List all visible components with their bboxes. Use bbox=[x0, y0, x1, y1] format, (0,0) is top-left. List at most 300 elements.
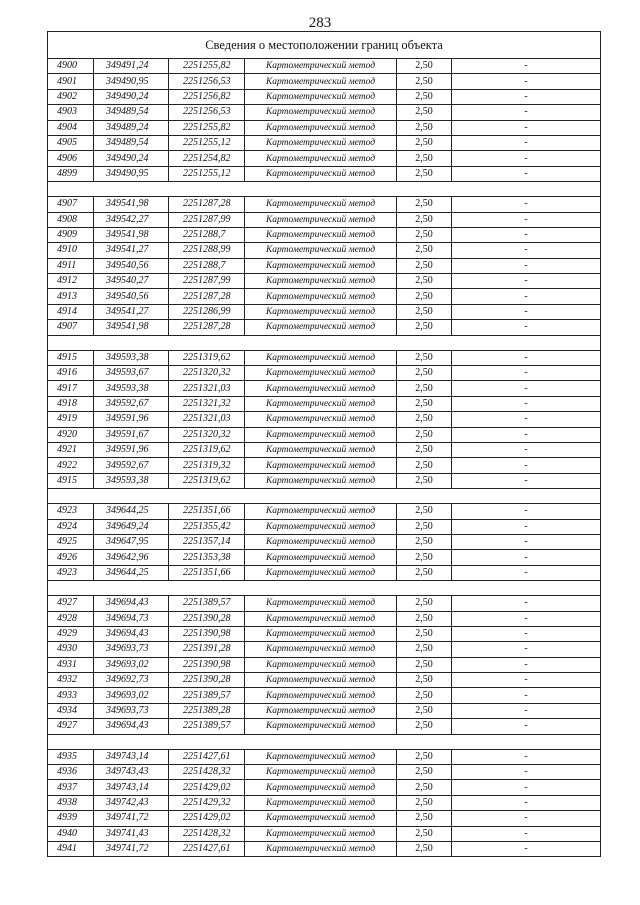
table-row bbox=[48, 105, 601, 120]
x-coordinate-cell: 349743,14 bbox=[94, 749, 169, 764]
y-coordinate-cell: 2251287,99 bbox=[169, 212, 245, 227]
y-coordinate-cell: 2251355,42 bbox=[169, 519, 245, 534]
point-number-cell: 4934 bbox=[48, 703, 94, 718]
note-cell: - bbox=[452, 105, 601, 120]
note-cell: - bbox=[452, 795, 601, 810]
method-cell: Картометрический метод bbox=[245, 504, 397, 519]
note-cell: - bbox=[452, 473, 601, 488]
point-number-cell: 4933 bbox=[48, 688, 94, 703]
note-cell: - bbox=[452, 350, 601, 365]
method-cell: Картометрический метод bbox=[245, 289, 397, 304]
method-cell: Картометрический метод bbox=[245, 841, 397, 856]
y-coordinate-cell: 2251256,53 bbox=[169, 74, 245, 89]
y-coordinate-cell: 2251427,61 bbox=[169, 841, 245, 856]
table-row bbox=[48, 304, 601, 319]
table-row bbox=[48, 151, 601, 166]
note-cell: - bbox=[452, 212, 601, 227]
accuracy-cell: 2,50 bbox=[397, 320, 452, 335]
method-cell: Картометрический метод bbox=[245, 673, 397, 688]
method-cell: Картометрический метод bbox=[245, 657, 397, 672]
table-row bbox=[48, 320, 601, 335]
x-coordinate-cell: 349541,98 bbox=[94, 320, 169, 335]
table-body bbox=[48, 32, 601, 857]
x-coordinate-cell: 349592,67 bbox=[94, 458, 169, 473]
x-coordinate-cell: 349693,02 bbox=[94, 688, 169, 703]
x-coordinate-cell: 349593,38 bbox=[94, 473, 169, 488]
method-cell: Картометрический метод bbox=[245, 304, 397, 319]
x-coordinate-cell: 349591,96 bbox=[94, 412, 169, 427]
x-coordinate-cell: 349490,95 bbox=[94, 74, 169, 89]
x-coordinate-cell: 349642,96 bbox=[94, 550, 169, 565]
y-coordinate-cell: 2251427,61 bbox=[169, 749, 245, 764]
y-coordinate-cell: 2251429,02 bbox=[169, 780, 245, 795]
method-cell: Картометрический метод bbox=[245, 396, 397, 411]
x-coordinate-cell: 349489,24 bbox=[94, 120, 169, 135]
x-coordinate-cell: 349593,67 bbox=[94, 366, 169, 381]
point-number-cell: 4910 bbox=[48, 243, 94, 258]
note-cell: - bbox=[452, 442, 601, 457]
accuracy-cell: 2,50 bbox=[397, 765, 452, 780]
point-number-cell: 4935 bbox=[48, 749, 94, 764]
accuracy-cell: 2,50 bbox=[397, 258, 452, 273]
note-cell: - bbox=[452, 703, 601, 718]
table-title: Сведения о местоположении границ объекта bbox=[48, 32, 601, 59]
point-number-cell: 4914 bbox=[48, 304, 94, 319]
accuracy-cell: 2,50 bbox=[397, 442, 452, 457]
method-cell: Картометрический метод bbox=[245, 258, 397, 273]
note-cell: - bbox=[452, 89, 601, 104]
point-number-cell: 4901 bbox=[48, 74, 94, 89]
point-number-cell: 4915 bbox=[48, 350, 94, 365]
table-row bbox=[48, 135, 601, 150]
point-number-cell: 4907 bbox=[48, 320, 94, 335]
table-row bbox=[48, 289, 601, 304]
x-coordinate-cell: 349741,72 bbox=[94, 811, 169, 826]
table-row bbox=[48, 197, 601, 212]
point-number-cell: 4936 bbox=[48, 765, 94, 780]
point-number-cell: 4908 bbox=[48, 212, 94, 227]
y-coordinate-cell: 2251390,28 bbox=[169, 611, 245, 626]
table-row bbox=[48, 841, 601, 856]
method-cell: Картометрический метод bbox=[245, 59, 397, 74]
accuracy-cell: 2,50 bbox=[397, 135, 452, 150]
table-row bbox=[48, 626, 601, 641]
separator-cell bbox=[48, 489, 601, 504]
note-cell: - bbox=[452, 381, 601, 396]
method-cell: Картометрический метод bbox=[245, 151, 397, 166]
table-row bbox=[48, 688, 601, 703]
note-cell: - bbox=[452, 841, 601, 856]
method-cell: Картометрический метод bbox=[245, 519, 397, 534]
point-number-cell: 4919 bbox=[48, 412, 94, 427]
table-row bbox=[48, 765, 601, 780]
x-coordinate-cell: 349649,24 bbox=[94, 519, 169, 534]
method-cell: Картометрический метод bbox=[245, 611, 397, 626]
accuracy-cell: 2,50 bbox=[397, 350, 452, 365]
note-cell: - bbox=[452, 396, 601, 411]
table-row bbox=[48, 780, 601, 795]
table-row bbox=[48, 212, 601, 227]
point-number-cell: 4930 bbox=[48, 642, 94, 657]
point-number-cell: 4940 bbox=[48, 826, 94, 841]
note-cell: - bbox=[452, 811, 601, 826]
point-number-cell: 4903 bbox=[48, 105, 94, 120]
method-cell: Картометрический метод bbox=[245, 227, 397, 242]
accuracy-cell: 2,50 bbox=[397, 381, 452, 396]
point-number-cell: 4909 bbox=[48, 227, 94, 242]
note-cell: - bbox=[452, 197, 601, 212]
accuracy-cell: 2,50 bbox=[397, 673, 452, 688]
x-coordinate-cell: 349541,98 bbox=[94, 227, 169, 242]
x-coordinate-cell: 349489,54 bbox=[94, 105, 169, 120]
accuracy-cell: 2,50 bbox=[397, 719, 452, 734]
method-cell: Картометрический метод bbox=[245, 135, 397, 150]
y-coordinate-cell: 2251320,32 bbox=[169, 366, 245, 381]
note-cell: - bbox=[452, 688, 601, 703]
method-cell: Картометрический метод bbox=[245, 243, 397, 258]
x-coordinate-cell: 349694,43 bbox=[94, 596, 169, 611]
x-coordinate-cell: 349489,54 bbox=[94, 135, 169, 150]
y-coordinate-cell: 2251320,32 bbox=[169, 427, 245, 442]
y-coordinate-cell: 2251390,98 bbox=[169, 626, 245, 641]
x-coordinate-cell: 349694,73 bbox=[94, 611, 169, 626]
note-cell: - bbox=[452, 611, 601, 626]
table-row bbox=[48, 120, 601, 135]
point-number-cell: 4899 bbox=[48, 166, 94, 181]
point-number-cell: 4905 bbox=[48, 135, 94, 150]
accuracy-cell: 2,50 bbox=[397, 703, 452, 718]
accuracy-cell: 2,50 bbox=[397, 212, 452, 227]
point-number-cell: 4927 bbox=[48, 719, 94, 734]
accuracy-cell: 2,50 bbox=[397, 243, 452, 258]
method-cell: Картометрический метод bbox=[245, 366, 397, 381]
note-cell: - bbox=[452, 504, 601, 519]
method-cell: Картометрический метод bbox=[245, 534, 397, 549]
point-number-cell: 4911 bbox=[48, 258, 94, 273]
x-coordinate-cell: 349593,38 bbox=[94, 350, 169, 365]
note-cell: - bbox=[452, 626, 601, 641]
method-cell: Картометрический метод bbox=[245, 458, 397, 473]
separator-cell bbox=[48, 182, 601, 197]
table-row bbox=[48, 642, 601, 657]
y-coordinate-cell: 2251351,66 bbox=[169, 504, 245, 519]
method-cell: Картометрический метод bbox=[245, 350, 397, 365]
note-cell: - bbox=[452, 320, 601, 335]
x-coordinate-cell: 349592,67 bbox=[94, 396, 169, 411]
point-number-cell: 4923 bbox=[48, 504, 94, 519]
method-cell: Картометрический метод bbox=[245, 120, 397, 135]
note-cell: - bbox=[452, 673, 601, 688]
table-row bbox=[48, 59, 601, 74]
accuracy-cell: 2,50 bbox=[397, 795, 452, 810]
table-row bbox=[48, 166, 601, 181]
table-row bbox=[48, 519, 601, 534]
boundary-coordinates-table bbox=[47, 31, 601, 857]
note-cell: - bbox=[452, 719, 601, 734]
y-coordinate-cell: 2251428,32 bbox=[169, 765, 245, 780]
table-row bbox=[48, 826, 601, 841]
y-coordinate-cell: 2251255,82 bbox=[169, 59, 245, 74]
note-cell: - bbox=[452, 657, 601, 672]
point-number-cell: 4915 bbox=[48, 473, 94, 488]
x-coordinate-cell: 349693,73 bbox=[94, 703, 169, 718]
method-cell: Картометрический метод bbox=[245, 749, 397, 764]
accuracy-cell: 2,50 bbox=[397, 89, 452, 104]
table-row bbox=[48, 565, 601, 580]
accuracy-cell: 2,50 bbox=[397, 289, 452, 304]
table-row bbox=[48, 811, 601, 826]
table-row bbox=[48, 89, 601, 104]
method-cell: Картометрический метод bbox=[245, 811, 397, 826]
y-coordinate-cell: 2251256,82 bbox=[169, 89, 245, 104]
method-cell: Картометрический метод bbox=[245, 212, 397, 227]
method-cell: Картометрический метод bbox=[245, 105, 397, 120]
method-cell: Картометрический метод bbox=[245, 795, 397, 810]
y-coordinate-cell: 2251254,82 bbox=[169, 151, 245, 166]
table-row bbox=[48, 396, 601, 411]
y-coordinate-cell: 2251287,28 bbox=[169, 320, 245, 335]
method-cell: Картометрический метод bbox=[245, 89, 397, 104]
point-number-cell: 4906 bbox=[48, 151, 94, 166]
y-coordinate-cell: 2251255,82 bbox=[169, 120, 245, 135]
x-coordinate-cell: 349647,95 bbox=[94, 534, 169, 549]
accuracy-cell: 2,50 bbox=[397, 519, 452, 534]
y-coordinate-cell: 2251288,7 bbox=[169, 258, 245, 273]
y-coordinate-cell: 2251351,66 bbox=[169, 565, 245, 580]
y-coordinate-cell: 2251255,12 bbox=[169, 166, 245, 181]
table-row bbox=[48, 703, 601, 718]
note-cell: - bbox=[452, 289, 601, 304]
table-row bbox=[48, 227, 601, 242]
accuracy-cell: 2,50 bbox=[397, 565, 452, 580]
note-cell: - bbox=[452, 304, 601, 319]
table-row bbox=[48, 442, 601, 457]
method-cell: Картометрический метод bbox=[245, 642, 397, 657]
method-cell: Картометрический метод bbox=[245, 703, 397, 718]
y-coordinate-cell: 2251286,99 bbox=[169, 304, 245, 319]
accuracy-cell: 2,50 bbox=[397, 626, 452, 641]
note-cell: - bbox=[452, 534, 601, 549]
point-number-cell: 4920 bbox=[48, 427, 94, 442]
x-coordinate-cell: 349743,14 bbox=[94, 780, 169, 795]
y-coordinate-cell: 2251255,12 bbox=[169, 135, 245, 150]
table-row bbox=[48, 258, 601, 273]
method-cell: Картометрический метод bbox=[245, 442, 397, 457]
note-cell: - bbox=[452, 412, 601, 427]
note-cell: - bbox=[452, 550, 601, 565]
y-coordinate-cell: 2251319,62 bbox=[169, 350, 245, 365]
x-coordinate-cell: 349693,02 bbox=[94, 657, 169, 672]
y-coordinate-cell: 2251288,7 bbox=[169, 227, 245, 242]
x-coordinate-cell: 349743,43 bbox=[94, 765, 169, 780]
table-row bbox=[48, 795, 601, 810]
y-coordinate-cell: 2251321,03 bbox=[169, 381, 245, 396]
note-cell: - bbox=[452, 427, 601, 442]
accuracy-cell: 2,50 bbox=[397, 841, 452, 856]
table-row bbox=[48, 504, 601, 519]
y-coordinate-cell: 2251357,14 bbox=[169, 534, 245, 549]
note-cell: - bbox=[452, 826, 601, 841]
y-coordinate-cell: 2251321,32 bbox=[169, 396, 245, 411]
group-separator-row bbox=[48, 581, 601, 596]
method-cell: Картометрический метод bbox=[245, 780, 397, 795]
accuracy-cell: 2,50 bbox=[397, 458, 452, 473]
point-number-cell: 4939 bbox=[48, 811, 94, 826]
accuracy-cell: 2,50 bbox=[397, 534, 452, 549]
group-separator-row bbox=[48, 489, 601, 504]
point-number-cell: 4931 bbox=[48, 657, 94, 672]
point-number-cell: 4902 bbox=[48, 89, 94, 104]
table-row bbox=[48, 473, 601, 488]
method-cell: Картометрический метод bbox=[245, 473, 397, 488]
y-coordinate-cell: 2251321,03 bbox=[169, 412, 245, 427]
accuracy-cell: 2,50 bbox=[397, 550, 452, 565]
point-number-cell: 4921 bbox=[48, 442, 94, 457]
y-coordinate-cell: 2251256,53 bbox=[169, 105, 245, 120]
x-coordinate-cell: 349542,27 bbox=[94, 212, 169, 227]
method-cell: Картометрический метод bbox=[245, 765, 397, 780]
table-row bbox=[48, 243, 601, 258]
separator-cell bbox=[48, 581, 601, 596]
page-number: 283 bbox=[308, 15, 332, 31]
note-cell: - bbox=[452, 166, 601, 181]
y-coordinate-cell: 2251390,28 bbox=[169, 673, 245, 688]
y-coordinate-cell: 2251429,32 bbox=[169, 795, 245, 810]
x-coordinate-cell: 349694,43 bbox=[94, 626, 169, 641]
point-number-cell: 4904 bbox=[48, 120, 94, 135]
note-cell: - bbox=[452, 135, 601, 150]
x-coordinate-cell: 349644,25 bbox=[94, 565, 169, 580]
method-cell: Картометрический метод bbox=[245, 274, 397, 289]
y-coordinate-cell: 2251390,98 bbox=[169, 657, 245, 672]
x-coordinate-cell: 349694,43 bbox=[94, 719, 169, 734]
accuracy-cell: 2,50 bbox=[397, 749, 452, 764]
point-number-cell: 4937 bbox=[48, 780, 94, 795]
method-cell: Картометрический метод bbox=[245, 381, 397, 396]
accuracy-cell: 2,50 bbox=[397, 826, 452, 841]
table-row bbox=[48, 427, 601, 442]
method-cell: Картометрический метод bbox=[245, 550, 397, 565]
y-coordinate-cell: 2251319,62 bbox=[169, 442, 245, 457]
point-number-cell: 4922 bbox=[48, 458, 94, 473]
note-cell: - bbox=[452, 366, 601, 381]
x-coordinate-cell: 349644,25 bbox=[94, 504, 169, 519]
method-cell: Картометрический метод bbox=[245, 166, 397, 181]
accuracy-cell: 2,50 bbox=[397, 197, 452, 212]
x-coordinate-cell: 349693,73 bbox=[94, 642, 169, 657]
group-separator-row bbox=[48, 182, 601, 197]
x-coordinate-cell: 349491,24 bbox=[94, 59, 169, 74]
y-coordinate-cell: 2251319,62 bbox=[169, 473, 245, 488]
accuracy-cell: 2,50 bbox=[397, 304, 452, 319]
accuracy-cell: 2,50 bbox=[397, 811, 452, 826]
accuracy-cell: 2,50 bbox=[397, 166, 452, 181]
table-row bbox=[48, 458, 601, 473]
note-cell: - bbox=[452, 243, 601, 258]
accuracy-cell: 2,50 bbox=[397, 611, 452, 626]
point-number-cell: 4932 bbox=[48, 673, 94, 688]
method-cell: Картометрический метод bbox=[245, 565, 397, 580]
separator-cell bbox=[48, 734, 601, 749]
accuracy-cell: 2,50 bbox=[397, 120, 452, 135]
accuracy-cell: 2,50 bbox=[397, 427, 452, 442]
accuracy-cell: 2,50 bbox=[397, 412, 452, 427]
table-row bbox=[48, 596, 601, 611]
note-cell: - bbox=[452, 74, 601, 89]
note-cell: - bbox=[452, 565, 601, 580]
note-cell: - bbox=[452, 780, 601, 795]
table-row bbox=[48, 381, 601, 396]
method-cell: Картометрический метод bbox=[245, 427, 397, 442]
table-title-row bbox=[48, 32, 601, 59]
point-number-cell: 4927 bbox=[48, 596, 94, 611]
x-coordinate-cell: 349540,27 bbox=[94, 274, 169, 289]
point-number-cell: 4926 bbox=[48, 550, 94, 565]
point-number-cell: 4923 bbox=[48, 565, 94, 580]
table-row bbox=[48, 274, 601, 289]
x-coordinate-cell: 349593,38 bbox=[94, 381, 169, 396]
x-coordinate-cell: 349741,43 bbox=[94, 826, 169, 841]
accuracy-cell: 2,50 bbox=[397, 596, 452, 611]
method-cell: Картометрический метод bbox=[245, 596, 397, 611]
method-cell: Картометрический метод bbox=[245, 412, 397, 427]
y-coordinate-cell: 2251353,38 bbox=[169, 550, 245, 565]
note-cell: - bbox=[452, 227, 601, 242]
accuracy-cell: 2,50 bbox=[397, 227, 452, 242]
note-cell: - bbox=[452, 749, 601, 764]
table-row bbox=[48, 74, 601, 89]
table-row bbox=[48, 657, 601, 672]
accuracy-cell: 2,50 bbox=[397, 274, 452, 289]
table-row bbox=[48, 673, 601, 688]
x-coordinate-cell: 349540,56 bbox=[94, 289, 169, 304]
y-coordinate-cell: 2251389,57 bbox=[169, 688, 245, 703]
y-coordinate-cell: 2251428,32 bbox=[169, 826, 245, 841]
x-coordinate-cell: 349591,96 bbox=[94, 442, 169, 457]
accuracy-cell: 2,50 bbox=[397, 780, 452, 795]
point-number-cell: 4929 bbox=[48, 626, 94, 641]
accuracy-cell: 2,50 bbox=[397, 366, 452, 381]
y-coordinate-cell: 2251389,57 bbox=[169, 719, 245, 734]
method-cell: Картометрический метод bbox=[245, 74, 397, 89]
note-cell: - bbox=[452, 596, 601, 611]
point-number-cell: 4912 bbox=[48, 274, 94, 289]
note-cell: - bbox=[452, 765, 601, 780]
x-coordinate-cell: 349541,98 bbox=[94, 197, 169, 212]
table-row bbox=[48, 749, 601, 764]
accuracy-cell: 2,50 bbox=[397, 74, 452, 89]
table-row bbox=[48, 534, 601, 549]
table-row bbox=[48, 350, 601, 365]
point-number-cell: 4925 bbox=[48, 534, 94, 549]
point-number-cell: 4916 bbox=[48, 366, 94, 381]
accuracy-cell: 2,50 bbox=[397, 642, 452, 657]
note-cell: - bbox=[452, 258, 601, 273]
y-coordinate-cell: 2251389,57 bbox=[169, 596, 245, 611]
y-coordinate-cell: 2251391,28 bbox=[169, 642, 245, 657]
point-number-cell: 4928 bbox=[48, 611, 94, 626]
table-row bbox=[48, 719, 601, 734]
x-coordinate-cell: 349741,72 bbox=[94, 841, 169, 856]
point-number-cell: 4938 bbox=[48, 795, 94, 810]
point-number-cell: 4941 bbox=[48, 841, 94, 856]
x-coordinate-cell: 349541,27 bbox=[94, 243, 169, 258]
x-coordinate-cell: 349540,56 bbox=[94, 258, 169, 273]
group-separator-row bbox=[48, 734, 601, 749]
method-cell: Картометрический метод bbox=[245, 826, 397, 841]
method-cell: Картометрический метод bbox=[245, 626, 397, 641]
point-number-cell: 4900 bbox=[48, 59, 94, 74]
